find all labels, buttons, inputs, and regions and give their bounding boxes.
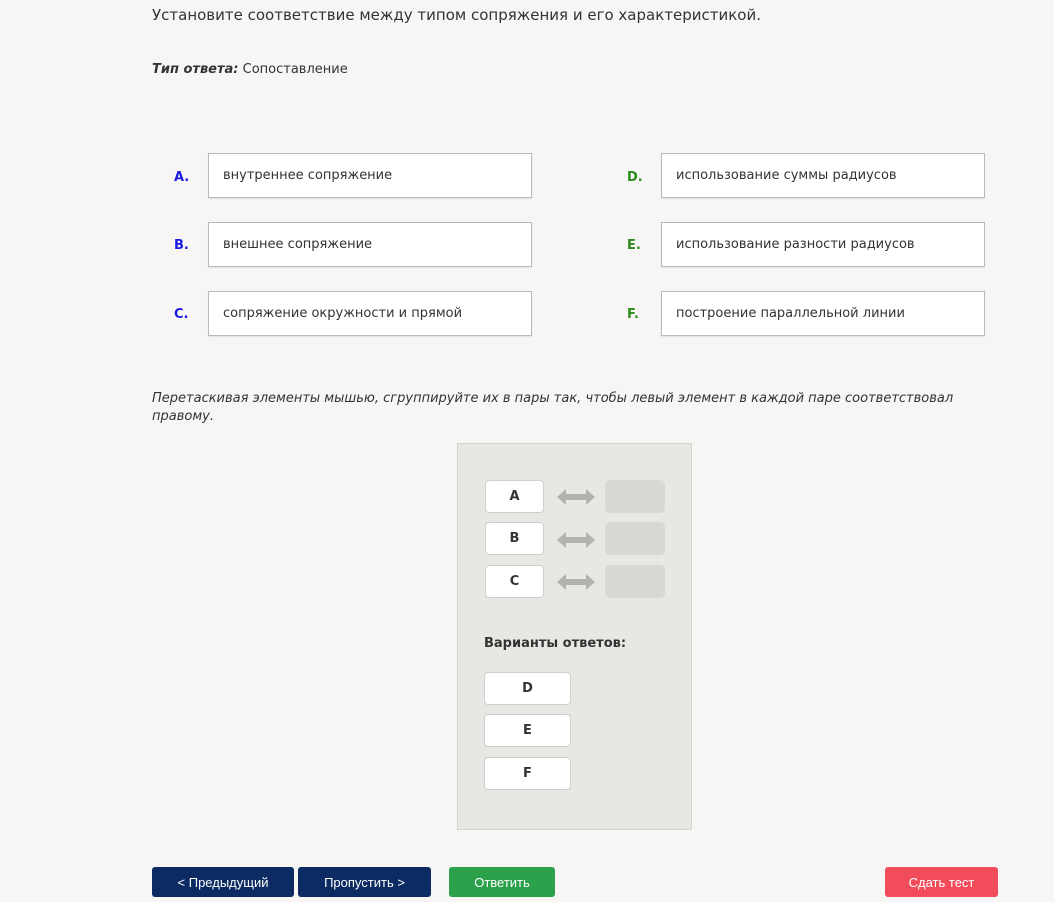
match-drop-slot-b[interactable] <box>605 522 665 555</box>
previous-button[interactable]: < Предыдущий <box>152 867 294 897</box>
skip-button[interactable]: Пропустить > <box>298 867 431 897</box>
option-box-f: построение параллельной линии <box>661 291 985 336</box>
option-letter-c: C. <box>174 307 189 322</box>
variants-label: Варианты ответов: <box>484 636 627 651</box>
option-letter-a: A. <box>174 170 190 185</box>
option-box-d: использование суммы радиусов <box>661 153 985 198</box>
submit-test-button[interactable]: Сдать тест <box>885 867 998 897</box>
question-text: Установите соответствие между типом сопряжения и его характеристикой. <box>152 6 761 24</box>
option-box-b: внешнее сопряжение <box>208 222 532 267</box>
option-box-a: внутреннее сопряжение <box>208 153 532 198</box>
double-arrow-icon <box>557 530 595 550</box>
answer-type-value: Сопоставление <box>242 62 348 77</box>
option-letter-e: E. <box>627 238 641 253</box>
answer-button[interactable]: Ответить <box>449 867 555 897</box>
answer-type <box>152 62 348 77</box>
match-chip-b[interactable]: B <box>485 522 544 555</box>
answer-chip-d[interactable]: D <box>484 672 571 705</box>
option-letter-d: D. <box>627 170 643 185</box>
option-box-e: использование разности радиусов <box>661 222 985 267</box>
double-arrow-icon <box>557 572 595 592</box>
drag-instruction: Перетаскивая элементы мышью, сгруппируйте их в пары так, чтобы левый элемент в каждой паре соответствовал правому. <box>152 391 954 424</box>
match-chip-a[interactable]: A <box>485 480 544 513</box>
matching-panel <box>457 443 692 830</box>
double-arrow-icon <box>557 487 595 507</box>
option-box-c: сопряжение окружности и прямой <box>208 291 532 336</box>
option-letter-f: F. <box>627 307 639 322</box>
option-letter-b: B. <box>174 238 189 253</box>
match-drop-slot-c[interactable] <box>605 565 665 598</box>
answer-chip-f[interactable]: F <box>484 757 571 790</box>
match-chip-c[interactable]: C <box>485 565 544 598</box>
answer-type-label: Тип ответа: <box>152 62 239 77</box>
answer-chip-e[interactable]: E <box>484 714 571 747</box>
match-drop-slot-a[interactable] <box>605 480 665 513</box>
